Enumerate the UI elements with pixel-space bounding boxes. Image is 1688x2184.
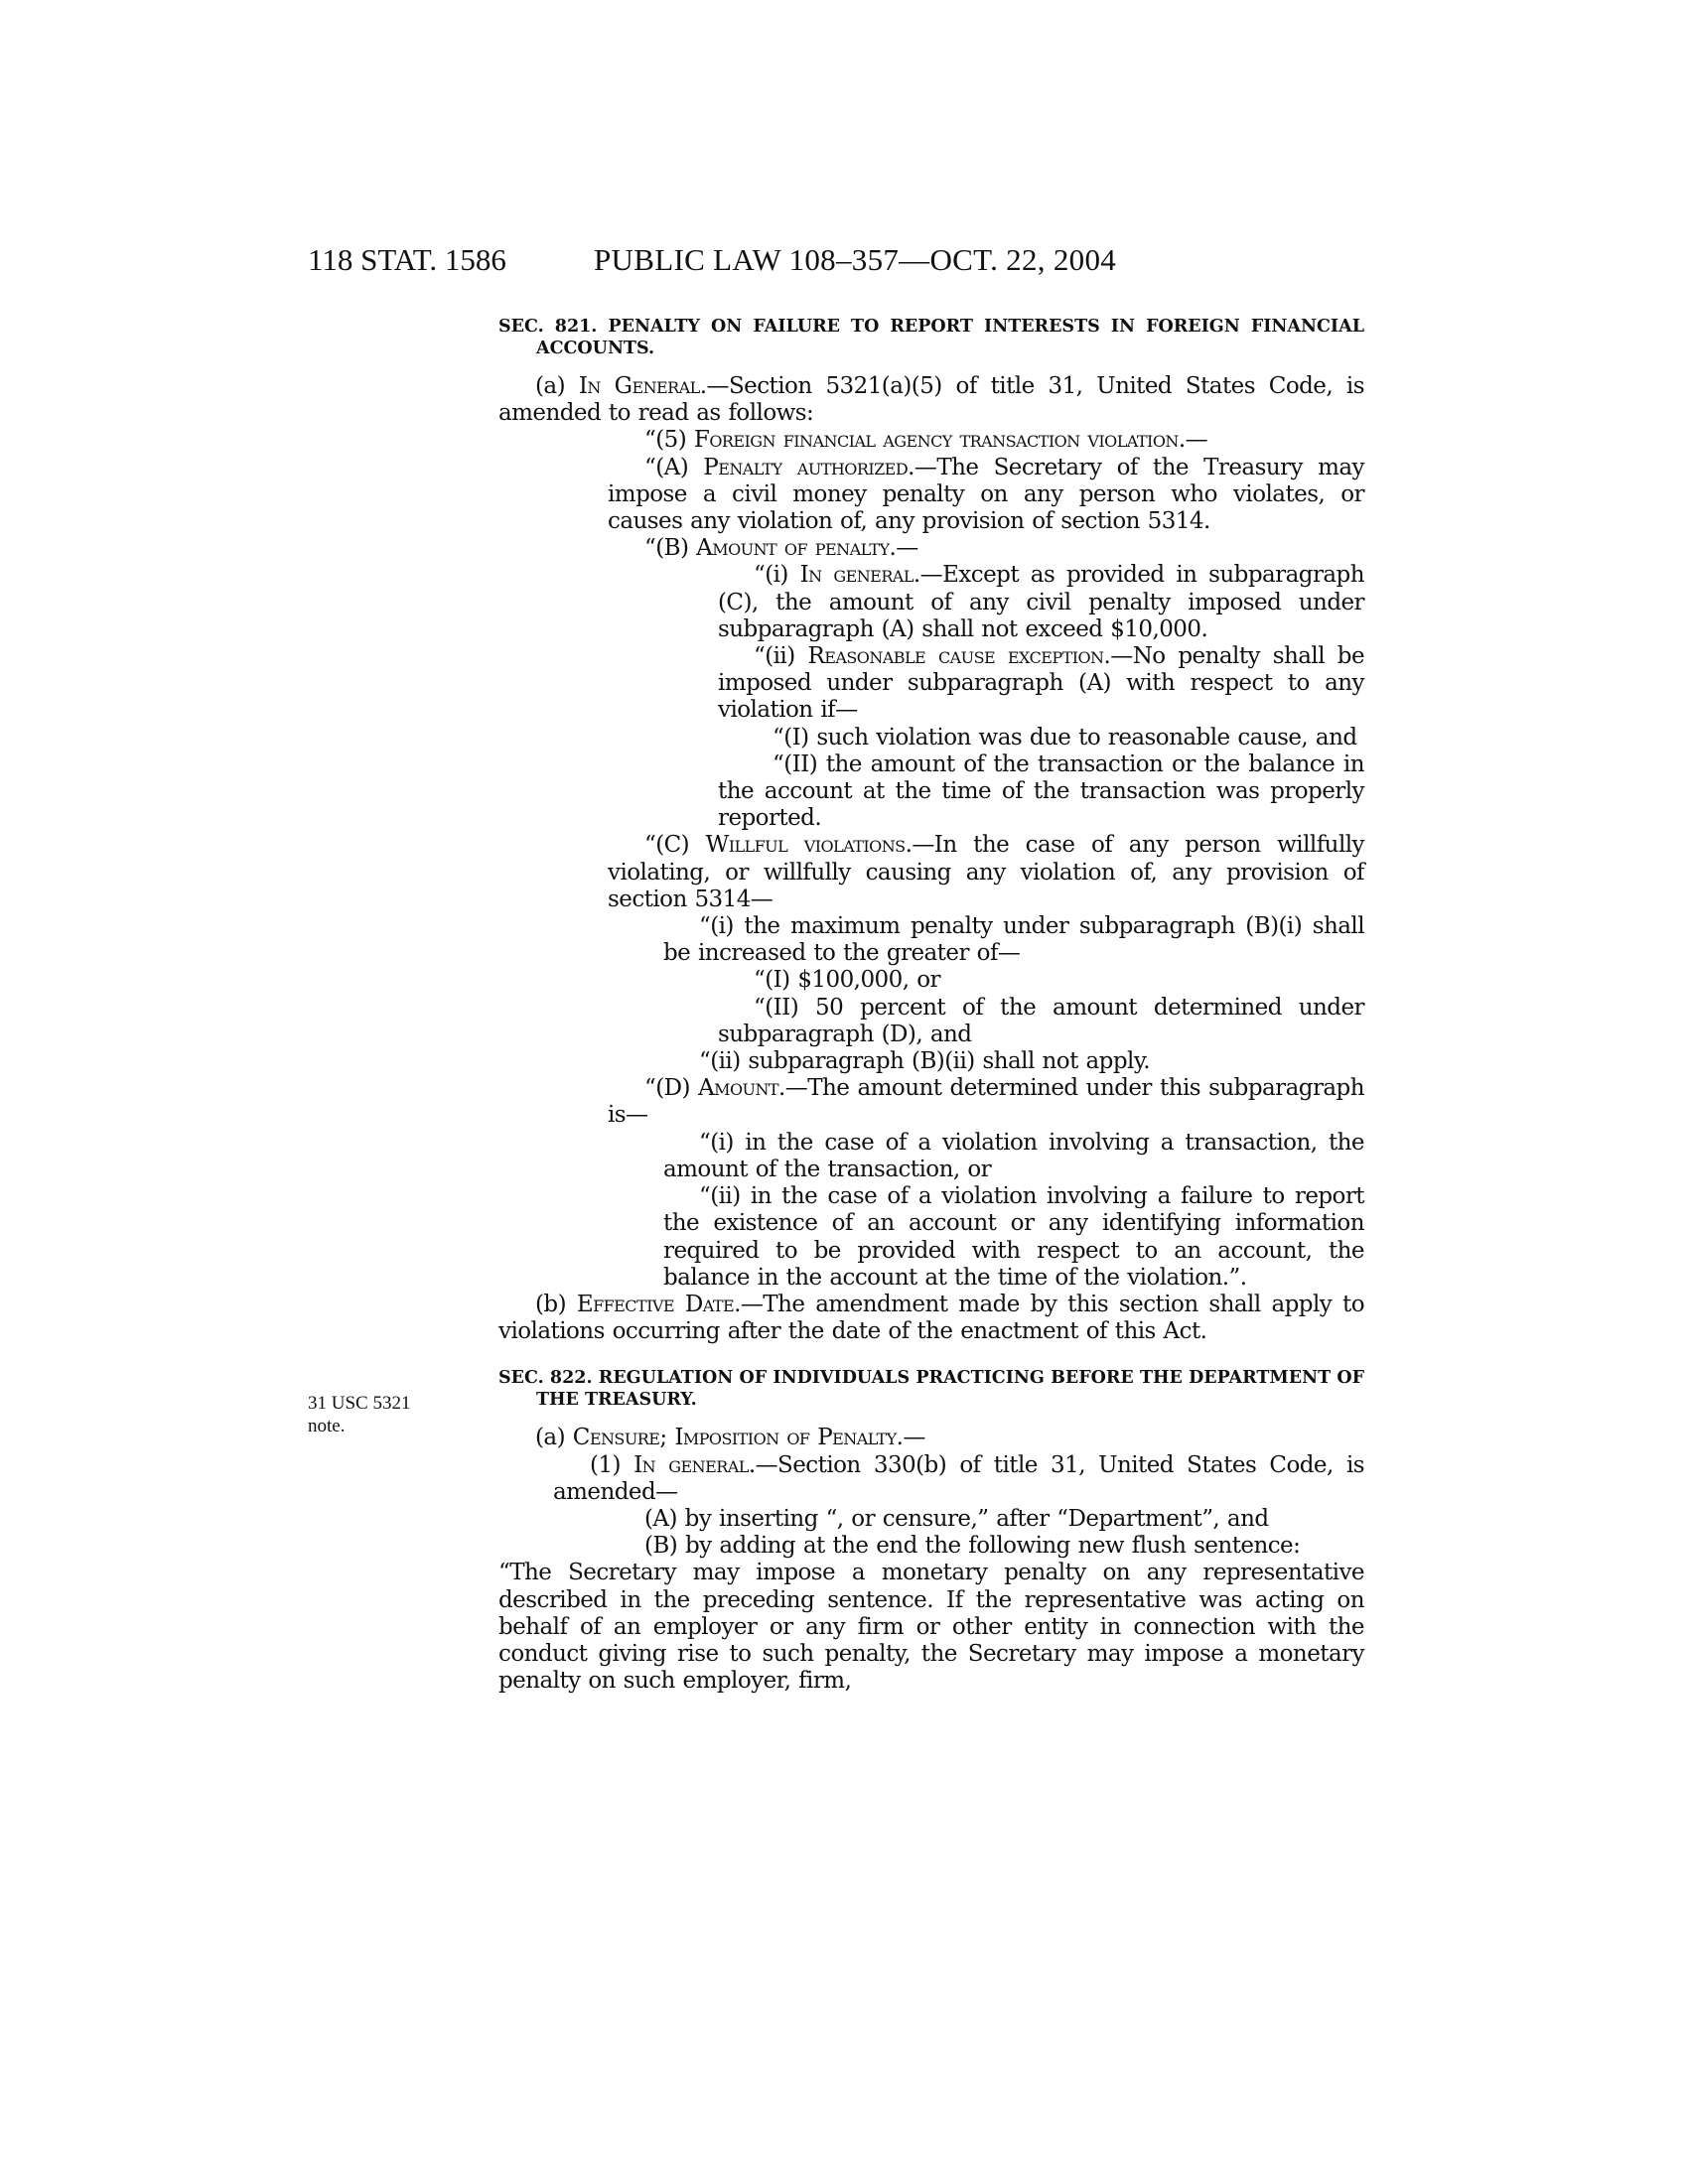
- margin-note: [308, 1392, 410, 1437]
- label: “(ii): [754, 643, 808, 670]
- sec822-paragraph-1: [498, 1452, 1364, 1506]
- sec822-subparagraph-A: (A) by inserting “, or censure,” after “Department”, and: [644, 1505, 1269, 1532]
- caption: In General: [578, 373, 700, 399]
- label: (1): [590, 1451, 634, 1478]
- label: “(D): [644, 1075, 699, 1102]
- sec821-subsection-a: [498, 373, 1364, 427]
- label: “(5): [644, 427, 694, 454]
- clause-C-ii: “(ii) subparagraph (B)(ii) shall not apply.: [699, 1048, 1150, 1075]
- label: “(C): [644, 832, 706, 859]
- label: (a): [535, 1425, 573, 1451]
- subclause-B-ii-I: “(I) such violation was due to reasonable cause, and: [773, 724, 1357, 751]
- sec822-subparagraph-B: (B) by adding at the end the following new flush sentence:: [644, 1533, 1301, 1560]
- caption: Amount: [698, 1075, 779, 1102]
- caption: Penalty authorized: [703, 454, 909, 480]
- paragraph-5: [498, 427, 1364, 454]
- public-law-citation: PUBLIC LAW 108–357—OCT. 22, 2004: [594, 242, 1117, 277]
- body-text: .—Section 330(b) of title 31, United States Code, is amended—: [553, 1451, 1364, 1505]
- subparagraph-D: [498, 1075, 1364, 1129]
- label: “(i): [754, 562, 800, 589]
- subparagraph-A: [498, 455, 1364, 536]
- margin-note-line: note.: [308, 1416, 346, 1436]
- caption: Willful violations: [705, 832, 906, 859]
- section-822-heading: SEC. 822. REGULATION OF INDIVIDUALS PRACTICING BEFORE THE DEPARTMENT OF THE TREASURY.: [498, 1368, 1364, 1411]
- subclause-C-i-I: “(I) $100,000, or: [754, 967, 940, 994]
- running-head: [0, 242, 1688, 292]
- dash: .—: [896, 1425, 925, 1451]
- caption: Foreign financial agency transaction violation: [693, 427, 1179, 454]
- text-column: [498, 316, 1364, 1695]
- caption: Effective Date: [576, 1291, 735, 1317]
- body-text: .—No penalty shall be imposed under subparagraph (A) with respect to any violation if—: [718, 643, 1365, 724]
- caption: In general: [633, 1451, 749, 1478]
- sec821-subsection-b: [498, 1292, 1364, 1345]
- subparagraph-C: [498, 832, 1364, 913]
- flush-sentence: “The Secretary may impose a monetary penalty on any representative described in the preceding sentence. If the representative was acting on behalf of an employer or any firm or other entity in connection with the conduct giving rise to such penalty, the Secretary may impose a monetary penalty on such employer, firm,: [498, 1560, 1364, 1695]
- clause-D-i: “(i) in the case of a violation involving a transaction, the amount of the transaction, or: [663, 1129, 1364, 1182]
- sec822-subsection-a: [498, 1425, 1364, 1451]
- stat-page-number: 118 STAT. 1586: [308, 242, 506, 277]
- subclause-C-i-II: “(II) 50 percent of the amount determined under subparagraph (D), and: [718, 994, 1364, 1047]
- label: “(B): [644, 535, 697, 562]
- body-text: .—Section 5321(a)(5) of title 31, United States Code, is amended to read as follows:: [498, 373, 1364, 427]
- clause-B-i: [498, 562, 1364, 643]
- caption: In general: [799, 562, 914, 589]
- dash: .—: [889, 535, 918, 562]
- body-text: .—The amount determined under this subparagraph is—: [608, 1075, 1364, 1129]
- margin-note-line: 31 USC 5321: [308, 1393, 411, 1414]
- section-821-heading: SEC. 821. PENALTY ON FAILURE TO REPORT INTERESTS IN FOREIGN FINANCIAL ACCOUNTS.: [498, 317, 1364, 358]
- caption: Censure; Imposition of Penalty: [572, 1425, 897, 1451]
- caption: Reasonable cause exception: [807, 643, 1104, 670]
- clause-C-i: “(i) the maximum penalty under subparagraph (B)(i) shall be increased to the greater of—: [663, 913, 1364, 967]
- label: (a): [535, 373, 579, 399]
- label: (b): [535, 1291, 577, 1317]
- body-text: .—In the case of any person willfully violating, or willfully causing any violation of, any provision of section 5314—: [608, 832, 1364, 912]
- clause-B-ii: [498, 643, 1364, 725]
- dash: .—: [1178, 427, 1208, 454]
- body-text: .—The amendment made by this section shall apply to violations occurring after the date of the enactment of this Act.: [498, 1291, 1364, 1345]
- clause-D-ii: “(ii) in the case of a violation involving a failure to report the existence of an account or any identifying information required to be provided with respect to an account, the balance in the account at the time of the violation.”.: [663, 1183, 1364, 1291]
- body-text: .—Except as provided in subparagraph (C), the amount of any civil penalty imposed under subparagraph (A) shall not exceed $10,000.: [718, 562, 1364, 642]
- label: “(A): [644, 454, 704, 480]
- caption: Amount of penalty: [696, 535, 890, 562]
- subparagraph-B: [498, 535, 1364, 562]
- subclause-B-ii-II: “(II) the amount of the transaction or the balance in the account at the time of the transaction was properly reported.: [718, 751, 1364, 832]
- body-text: .—The Secretary of the Treasury may impose a civil money penalty on any person who violates, or causes any violation of, any provision of section 5314.: [608, 454, 1364, 535]
